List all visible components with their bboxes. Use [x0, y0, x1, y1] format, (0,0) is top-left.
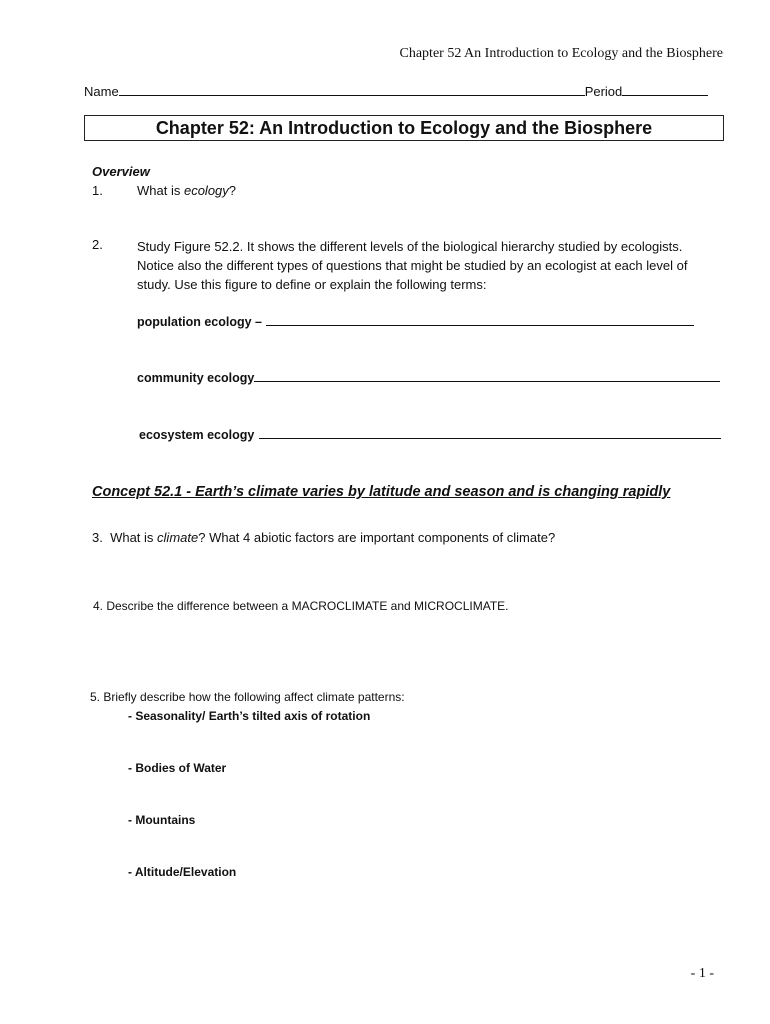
q1-text-after: ?: [228, 183, 237, 198]
name-period-line: [84, 83, 708, 99]
running-header: Chapter 52 An Introduction to Ecology and the Biosphere: [399, 46, 723, 61]
page-title: Chapter 52: An Introduction to Ecology and the Biosphere: [155, 118, 653, 138]
population-ecology-blank[interactable]: [266, 313, 694, 326]
q5-text: 5. Briefly describe how the following affect climate patterns:: [90, 690, 405, 704]
community-ecology-label: community ecology: [137, 371, 255, 385]
q3-number: 3.: [92, 530, 103, 545]
q3-term: climate: [157, 530, 199, 545]
q3-text: [92, 530, 555, 545]
page-number: - 1 -: [690, 966, 714, 981]
population-ecology-label: population ecology –: [137, 315, 263, 329]
ecosystem-ecology-line: [139, 426, 721, 444]
q3-text-after: ? What 4 abiotic factors are important components of climate?: [198, 530, 556, 545]
population-ecology-line: [137, 313, 694, 331]
q2-text: Study Figure 52.2. It shows the different levels of the biological hierarchy studied by ecologists. Notice also the different types of questions that might be studied by an ecologist at each level of study. Use this figure to define or explain the following terms:: [137, 239, 688, 292]
q5-item-altitude: - Altitude/Elevation: [128, 865, 237, 879]
ecosystem-ecology-blank[interactable]: [259, 426, 721, 439]
overview-heading: Overview: [92, 164, 150, 179]
title-box: [84, 115, 724, 141]
q5-item-seasonality: - Seasonality/ Earth’s tilted axis of rotation: [128, 709, 371, 723]
q5-item-bodies-of-water: - Bodies of Water: [128, 761, 227, 775]
ecosystem-ecology-label: ecosystem ecology: [139, 428, 255, 442]
q4-text: 4. Describe the difference between a MACROCLIMATE and MICROCLIMATE.: [93, 599, 509, 613]
q1-text-before: What is: [137, 183, 184, 198]
concept-heading: Concept 52.1 - Earth’s climate varies by latitude and season and is changing rapidly: [92, 484, 671, 500]
community-ecology-blank[interactable]: [254, 369, 720, 382]
q1-number: 1.: [92, 183, 103, 198]
name-blank[interactable]: [119, 83, 585, 96]
period-label: Period: [584, 84, 623, 99]
name-label: Name: [84, 84, 119, 99]
community-ecology-line: [137, 369, 720, 387]
q1-text: [137, 183, 236, 198]
period-blank[interactable]: [622, 83, 708, 96]
q1-term: ecology: [183, 183, 229, 198]
q2-number: 2.: [92, 237, 103, 252]
q5-item-mountains: - Mountains: [128, 813, 196, 827]
q3-text-before: What is: [110, 530, 158, 545]
